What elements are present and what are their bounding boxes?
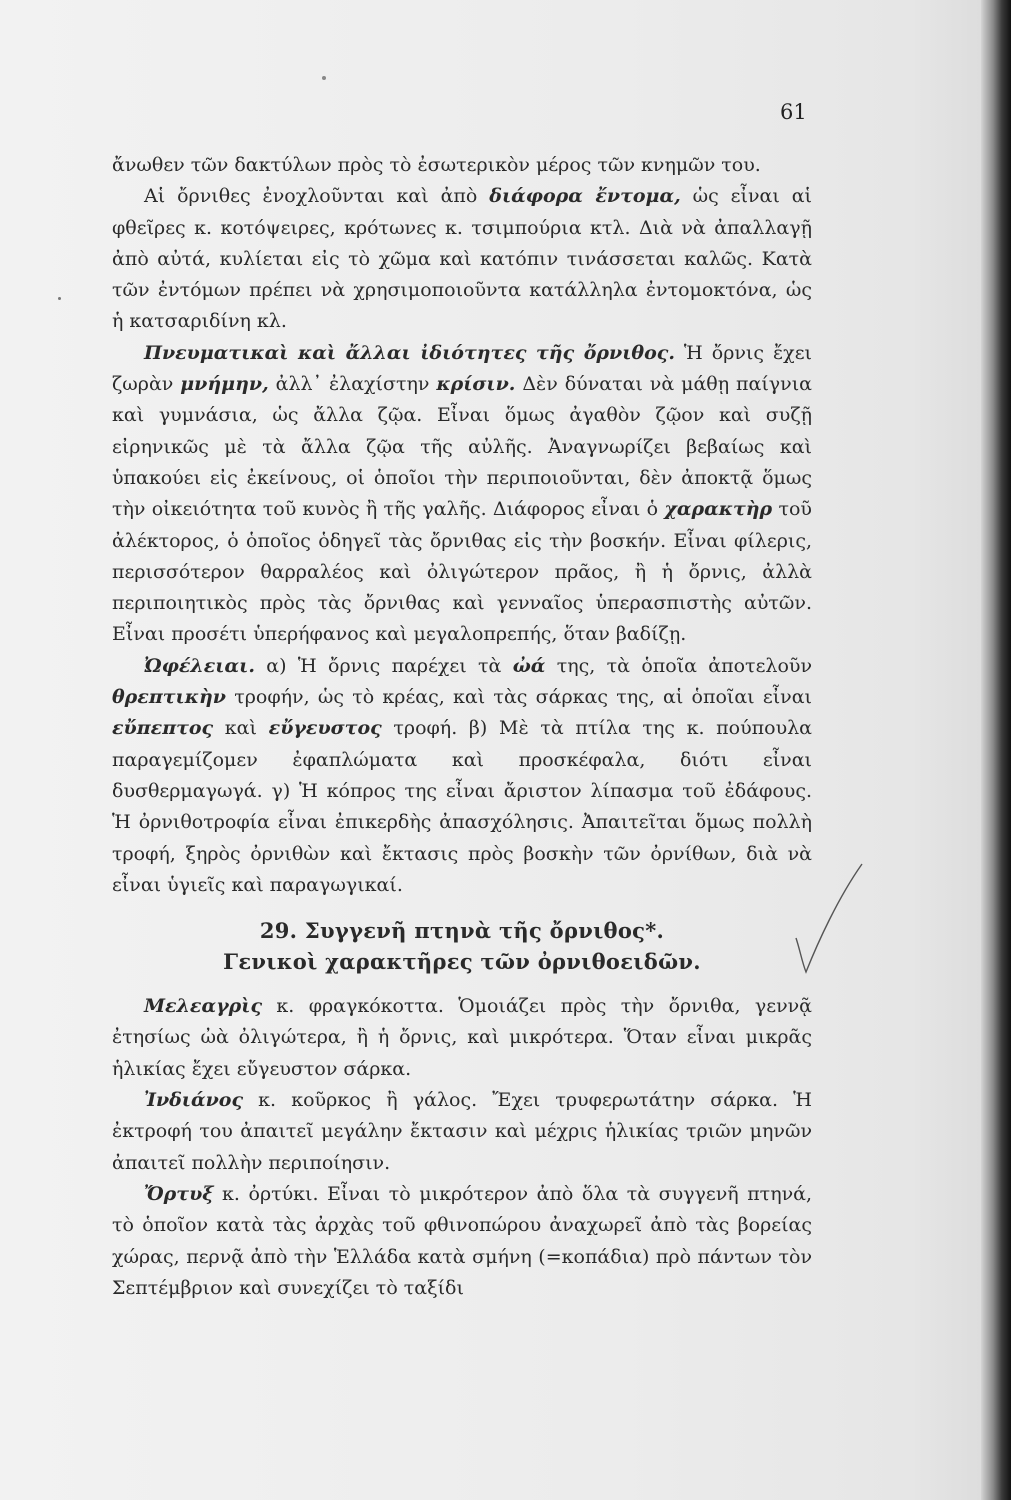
paragraph-parasites [112,181,812,337]
text-run: Ἡ ὄρνις ἔχει ζωρὰν [112,341,812,396]
emphasis-term: μνήμην, [180,373,269,396]
emphasis-term: διάφορα ἔντομα, [489,185,681,208]
section-heading [112,915,812,977]
text-run: ἄνωθεν τῶν δακτύλων πρὸς τὸ ἐσωτερικὸν μέρος τῶν κνημῶν του. [112,154,761,176]
text-run: ἀλλ᾿ ἐλαχίστην [268,373,437,396]
text-run: καὶ [213,717,269,740]
entry-indianos [112,1085,812,1179]
entry-term: Μελεαγρὶς [144,995,263,1018]
text-run: κ. κοῦρκος ἢ γάλος. Ἔχει τρυφερωτάτην σάρκα. Ἡ ἐκτροφή του ἀπαιτεῖ μεγάλην ἔκτασιν καὶ μέχρις ἡλικίας τριῶν μηνῶν ἀπαιτεῖ πολλὴν περιποίησιν. [112,1089,812,1174]
paragraph-benefits [112,651,812,901]
text-run: Δὲν δύναται νὰ μάθῃ παίγνια καὶ γυμνάσια, ὡς ἄλλα ζῷα. Εἶναι ὅμως ἀγαθὸν ζῷον καὶ συζῇ εἰρηνικῶς μὲ τὰ ἄλλα ζῷα τῆς αὐλῆς. Ἀναγνωρίζει βεβαίως καὶ ὑπακούει εἰς ἐκείνους, οἱ ὁποῖοι τὴν περιποιοῦνται, δὲν ἀποκτᾷ ὅμως τὴν οἰκειότητα τοῦ κυνὸς ἢ τῆς γαλῆς. Διάφορος εἶναι ὁ [112,373,812,521]
paragraph-traits [112,338,812,651]
emphasis-term: ὠά [512,654,546,677]
text-run: τροφή. β) Μὲ τὰ πτίλα της κ. πούπουλα παραγεμίζομεν ἐφαπλώματα καὶ προσκέφαλα, διότι εἶναι δυσθερμαγωγά. γ) Ἡ κόπρος της εἶναι ἄριστον λίπασμα τοῦ ἐδάφους. Ἡ ὀρνιθοτροφία εἶναι ἐπικερδὴς ἀπασχόλησις. Ἀπαιτεῖται ὅμως πολλὴ τροφή, ξηρὸς ὀρνιθὼν καὶ ἔκτασις πρὸς βοσκὴν τῶν ὀρνίθων, διὰ νὰ εἶναι ὑγιεῖς καὶ παραγωγικαί. [112,717,813,896]
page-number: 61 [780,100,807,124]
text-run: τοῦ ἀλέκτορος, ὁ ὁποῖος ὁδηγεῖ τὰς ὄρνιθας εἰς τὴν βοσκήν. Εἶναι φίλερις, περισσότερον θαρραλέος καὶ ὀλιγώτερον πρᾶος, ἢ ἡ ὄρνις, ἀλλὰ περιποιητικὸς πρὸς τὰς ὄρνιθας καὶ γενναῖος ὑπερασπιστὴς αὐτῶν. Εἶναι προσέτι ὑπερήφανος καὶ μεγαλοπρεπής, ὅταν βαδίζῃ. [112,498,812,646]
checkmark-stroke [796,864,862,972]
entry-term: Ὄρτυξ [144,1182,214,1205]
emphasis-term: χαρακτὴρ [664,498,773,521]
text-run: τροφήν, ὡς τὸ κρέας, καὶ τὰς σάρκας της, αἱ ὁποῖαι εἶναι [225,686,812,709]
emphasis-term: θρεπτικὴν [112,686,226,709]
entry-meleagris [112,991,812,1085]
text-run: ὡς εἶναι αἱ φθεῖρες κ. κοτόψειρες, κρότωνες κ. τσιμπούρια κτλ. Διὰ νὰ ἀπαλλαγῇ ἀπὸ αὐτά, κυλίεται εἰς τὸ χῶμα καὶ κατόπιν τινάσσεται καλῶς. Κατὰ τῶν ἐντόμων πρέπει νὰ χρησιμοποιοῦντα κατάλληλα ἐντομοκτόνα, ὡς ἡ κατσαριδίνη κλ. [112,185,812,333]
checkmark-annotation [786,858,866,978]
text-run: κ. φραγκόκοττα. Ὁμοιάζει πρὸς τὴν ὄρνιθα, γεννᾷ ἐτησίως ὠὰ ὀλιγώτερα, ἢ ἡ ὄρνις, καὶ μικρότερα. Ὅταν εἶναι μικρᾶς ἡλικίας ἔχει εὔγευστον σάρκα. [112,995,812,1080]
body-text [112,150,812,1304]
text-run: α) Ἡ ὄρνις παρέχει τὰ [254,654,513,677]
text-run: Αἱ ὄρνιθες ἐνοχλοῦνται καὶ ἀπὸ [144,185,490,208]
entry-ortyx [112,1179,812,1304]
section-heading-line-2: Γενικοὶ χαρακτῆρες τῶν ὀρνιθοειδῶν. [223,949,701,975]
emphasis-term: κρίσιν. [436,373,516,396]
emphasis-term: εὔγευστος [268,717,382,740]
paragraph-heading: Πνευματικαὶ καὶ ἄλλαι ἰδιότητες τῆς ὄρνιθος. [144,341,675,364]
emphasis-term: εὔπεπτος [112,717,214,740]
text-run: της, τὰ ὁποῖα ἀποτελοῦν [545,654,812,677]
print-speck [322,76,326,80]
text-run: κ. ὀρτύκι. Εἶναι τὸ μικρότερον ἀπὸ ὅλα τὰ συγγενῆ πτηνά, τὸ ὁποῖον κατὰ τὰς ἀρχὰς τοῦ φθινοπώρου ἀναχωρεῖ ἀπὸ τὰς βορείας χώρας, περνᾷ ἀπὸ τὴν Ἑλλάδα κατὰ σμήνη (=κοπάδια) πρὸ πάντων τὸν Σεπτέμβριον καὶ συνεχίζει τὸ ταξίδι [112,1182,812,1299]
print-speck [58,297,61,300]
paragraph-heading: Ὠφέλειαι. [144,654,255,677]
entry-term: Ἰνδιάνος [144,1089,244,1112]
paragraph-continuation [112,150,812,181]
page-edge-shadow [981,0,1011,1500]
section-heading-line-1: 29. Συγγενῆ πτηνὰ τῆς ὄρνιθος*. [259,918,665,944]
